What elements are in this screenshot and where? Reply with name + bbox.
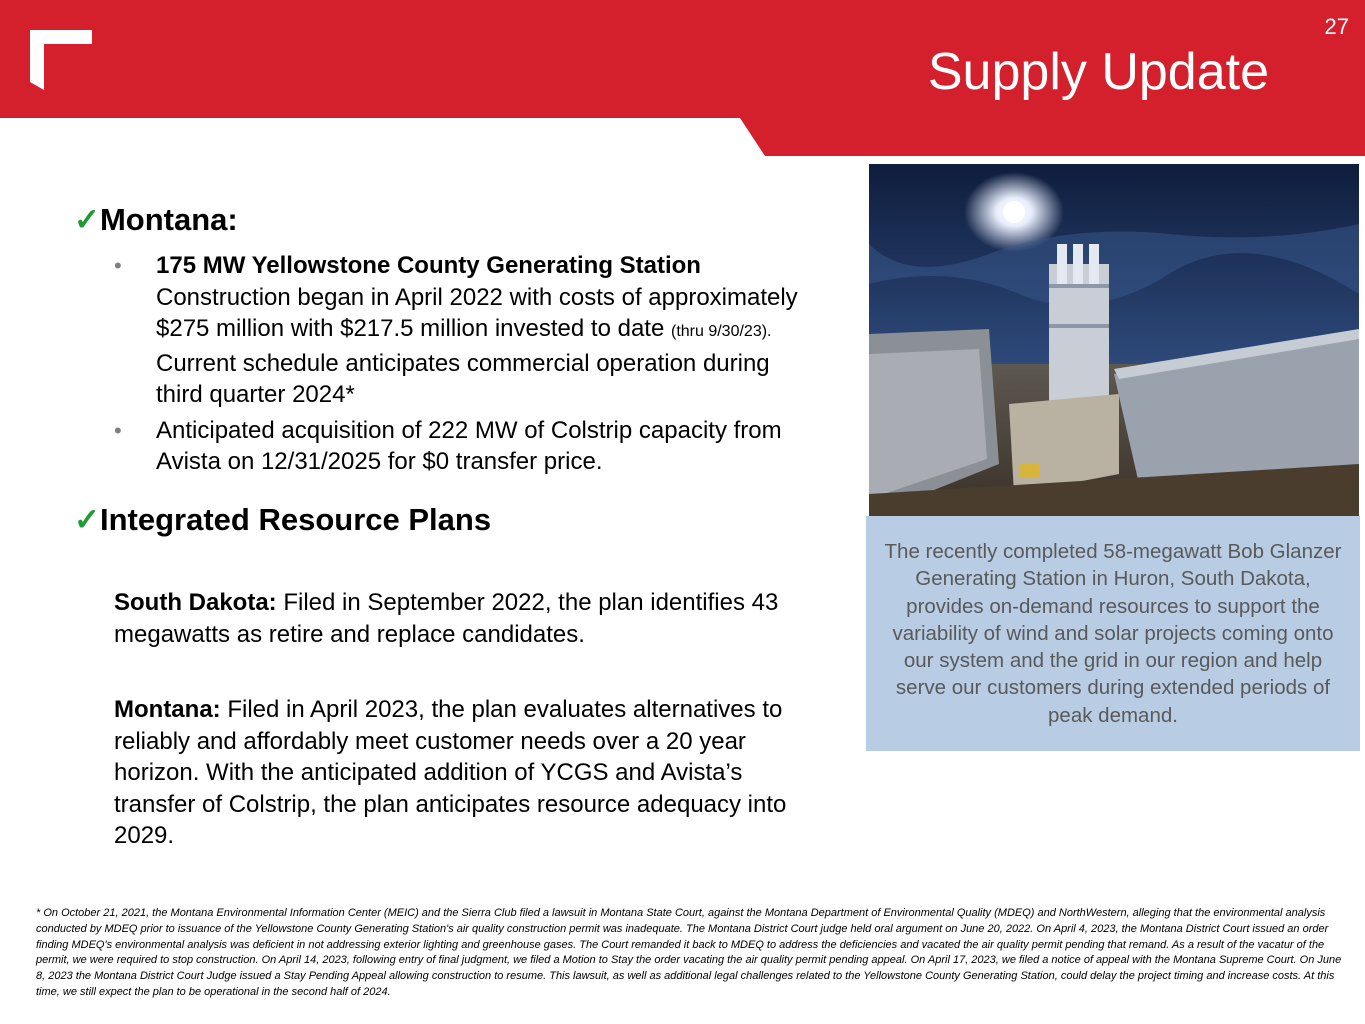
checkmark-icon: ✓ (74, 502, 100, 537)
header-bar (0, 0, 1365, 118)
footnote: * On October 21, 2021, the Montana Environmental Information Center (MEIC) and the Sierra Club filed a lawsuit in Montana State Court, against the Montana Department of Environmental Quality (MDEQ) and NorthWestern, alleging that the environmental analysis conducted by MDEQ prior to issuance of the Yellowstone County Generating Station's air quality construction permit was inadequate. The Montana District Court judge held oral argument on June 20, 2022. On April 4, 2023, the Montana District Court issued an order finding MDEQ's environmental analysis was deficient in not addressing exterior lighting and greenhouse gases. The Court remanded it back to MDEQ to address the deficiencies and vacated the air quality permit pending that remand. As a result of the vacatur of the permit, we were required to stop construction. On April 14, 2023, following entry of final judgment, we filed a Motion to Stay the order vacating the air quality permit pending appeal. On April 17, 2023, we filed a notice of appeal with the Montana Supreme Court. On June 8, 2023 the Montana District Court Judge issued a Stay Pending Appeal allowing construction to resume. This lawsuit, as well as additional legal challenges related to the Yellowstone County Generating Station, could delay the project timing and increase costs. At this time, we still expect the plan to be operational in the second half of 2024. (36, 907, 1342, 998)
montana-bullet-list (112, 250, 812, 482)
colstrip-text: Anticipated acquisition of 222 MW of Colstrip capacity from Avista on 12/31/2025 for $0 transfer price. (156, 416, 782, 475)
company-logo (30, 30, 92, 90)
irp-heading-text: Integrated Resource Plans (99, 502, 492, 537)
ycgs-date-note: (thru 9/30/23). (670, 323, 772, 340)
south-dakota-label: South Dakota: (114, 589, 277, 616)
montana-irp-paragraph (114, 694, 814, 852)
page-number: 27 (1324, 14, 1349, 39)
south-dakota-text: Filed in September 2022, the plan identifies 43 megawatts as retire and replace candidates. (114, 589, 779, 648)
montana-irp-text: Filed in April 2023, the plan evaluates alternatives to reliably and affordably meet customer needs over a 20 year horizon. With the anticipated addition of YCGS and Avista’s transfer of Colstrip, the plan anticipates resource adequacy into 2029. (114, 696, 787, 849)
irp-heading (74, 502, 491, 538)
bullet-icon: • (114, 253, 122, 278)
montana-heading-text: Montana: (99, 202, 238, 237)
list-item (112, 415, 812, 478)
generating-station-photo (869, 164, 1359, 516)
ycgs-text: Construction began in April 2022 with costs of approximately $275 million with $217.5 million invested to date (156, 283, 798, 342)
checkmark-icon: ✓ (74, 202, 100, 237)
photo-caption: The recently completed 58-megawatt Bob Glanzer Generating Station in Huron, South Dakota, provides on-demand resources to support the variability of wind and solar projects coming onto our system and the grid in our region and help serve our customers during extended periods of peak demand. (866, 516, 1360, 751)
bullet-icon: • (114, 417, 122, 443)
ycgs-title: 175 MW Yellowstone County Generating Station (156, 252, 701, 279)
south-dakota-paragraph (114, 587, 814, 650)
montana-irp-label: Montana: (114, 696, 221, 723)
ycgs-schedule: Current schedule anticipates commercial operation during third quarter 2024* (156, 349, 770, 408)
header-accent-tab (740, 118, 1365, 156)
list-item (112, 250, 812, 411)
montana-heading (74, 202, 238, 238)
page-title: Supply Update (927, 43, 1269, 101)
